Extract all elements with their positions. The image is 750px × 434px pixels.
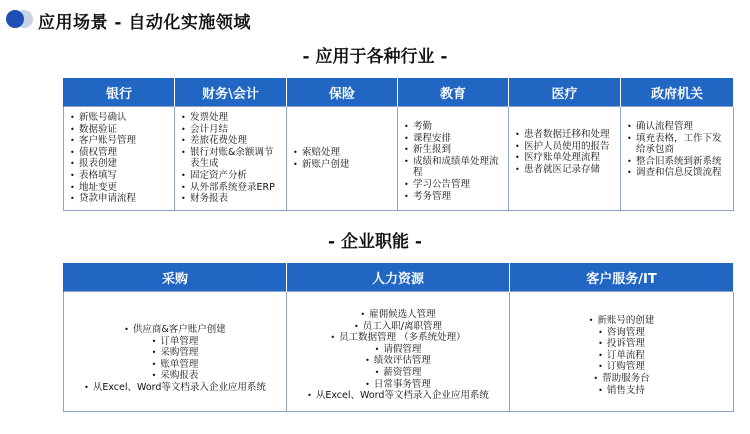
list-item: • 雇佣候选人管理 (287, 309, 509, 321)
list-item: • 供应商&客户账户创建 (64, 324, 286, 336)
list-item: • 采购报表 (64, 370, 286, 382)
header-hr: 人力资源 (287, 263, 510, 292)
page-title: 应用场景 - 自动化实施领域 (38, 13, 251, 33)
header-banking: 银行 (64, 78, 175, 107)
banking-cell (64, 107, 175, 211)
logo-circles-icon (6, 10, 32, 28)
list-item: • 债权管理 (69, 147, 174, 159)
list-item: • 投诉管理 (510, 338, 733, 350)
education-cell (398, 107, 509, 211)
list-item: • 银行对账&余额调节表生成 (180, 147, 282, 170)
header-customer-service: 客户服务/IT (510, 263, 734, 292)
list-item: • 新生报到 (403, 144, 504, 156)
header-government: 政府机关 (621, 78, 734, 107)
list-item: • 表格填写 (69, 170, 174, 182)
list-item: • 财务报表 (180, 193, 282, 205)
industries-table (63, 78, 734, 211)
functions-section-title: - 企业职能 - (328, 232, 422, 252)
functions-table (63, 263, 734, 412)
list-item: • 会计月结 (180, 124, 282, 136)
list-item: • 固定资产分析 (180, 170, 282, 182)
list-item: • 销售支持 (510, 385, 733, 397)
header-procurement: 采购 (64, 263, 287, 292)
list-item: • 员工数据管理 （多系统处理） (287, 332, 509, 344)
header-finance: 财务\会计 (175, 78, 287, 107)
government-cell (621, 107, 734, 211)
insurance-cell (287, 107, 398, 211)
list-item: • 填充表格，工作下发给承包商 (626, 133, 729, 156)
list-item: • 员工入职/离职管理 (287, 321, 509, 333)
finance-cell (175, 107, 287, 211)
header-insurance: 保险 (287, 78, 398, 107)
list-item: • 发票处理 (180, 112, 282, 124)
list-item: • 考勤 (403, 121, 504, 133)
list-item: • 采购管理 (64, 347, 286, 359)
list-item: • 索赔处理 (292, 147, 397, 159)
list-item: • 患者就医记录存储 (514, 164, 616, 176)
medical-cell (509, 107, 621, 211)
customer-service-cell (510, 292, 734, 412)
list-item: • 账单管理 (64, 359, 286, 371)
list-item: • 新账户创建 (292, 159, 397, 171)
industries-section-title: - 应用于各种行业 - (302, 47, 448, 67)
list-item: • 报表创建 (69, 158, 174, 170)
list-item: • 订单管理 (64, 336, 286, 348)
list-item: • 咨询管理 (510, 327, 733, 339)
list-item: • 医护人员使用的报告 (514, 141, 616, 153)
list-item: • 帮助服务台 (510, 373, 733, 385)
procurement-cell (64, 292, 287, 412)
list-item: • 成绩和成绩单处理流程 (403, 156, 504, 179)
list-item: • 新账号确认 (69, 112, 174, 124)
header-education: 教育 (398, 78, 509, 107)
hr-cell (287, 292, 510, 412)
list-item: • 课程安排 (403, 133, 504, 145)
list-item: • 差旅花费处理 (180, 135, 282, 147)
list-item: • 日常事务管理 (287, 379, 509, 391)
list-item: • 从Excel、Word等文档录入企业应用系统 (64, 382, 286, 394)
list-item: • 调查和信息反馈流程 (626, 167, 729, 179)
list-item: • 贷款申请流程 (69, 193, 174, 205)
list-item: • 从Excel、Word等文档录入企业应用系统 (287, 390, 509, 402)
list-item: • 地址变更 (69, 182, 174, 194)
list-item: • 数据验证 (69, 124, 174, 136)
list-item: • 确认流程管理 (626, 121, 729, 133)
list-item: • 订单流程 (510, 350, 733, 362)
list-item: • 医疗账单处理流程 (514, 152, 616, 164)
list-item: • 客户账号管理 (69, 135, 174, 147)
list-item: • 患者数据迁移和处理 (514, 129, 616, 141)
list-item: • 订购管理 (510, 361, 733, 373)
list-item: • 整合旧系统到新系统 (626, 156, 729, 168)
list-item: • 考务管理 (403, 191, 504, 203)
list-item: • 从外部系统登录ERP (180, 182, 282, 194)
header-medical: 医疗 (509, 78, 621, 107)
list-item: • 绩效评估管理 (287, 355, 509, 367)
list-item: • 薪资管理 (287, 367, 509, 379)
list-item: • 请假管理 (287, 344, 509, 356)
list-item: • 学习公告管理 (403, 179, 504, 191)
list-item: • 新账号的创建 (510, 315, 733, 327)
